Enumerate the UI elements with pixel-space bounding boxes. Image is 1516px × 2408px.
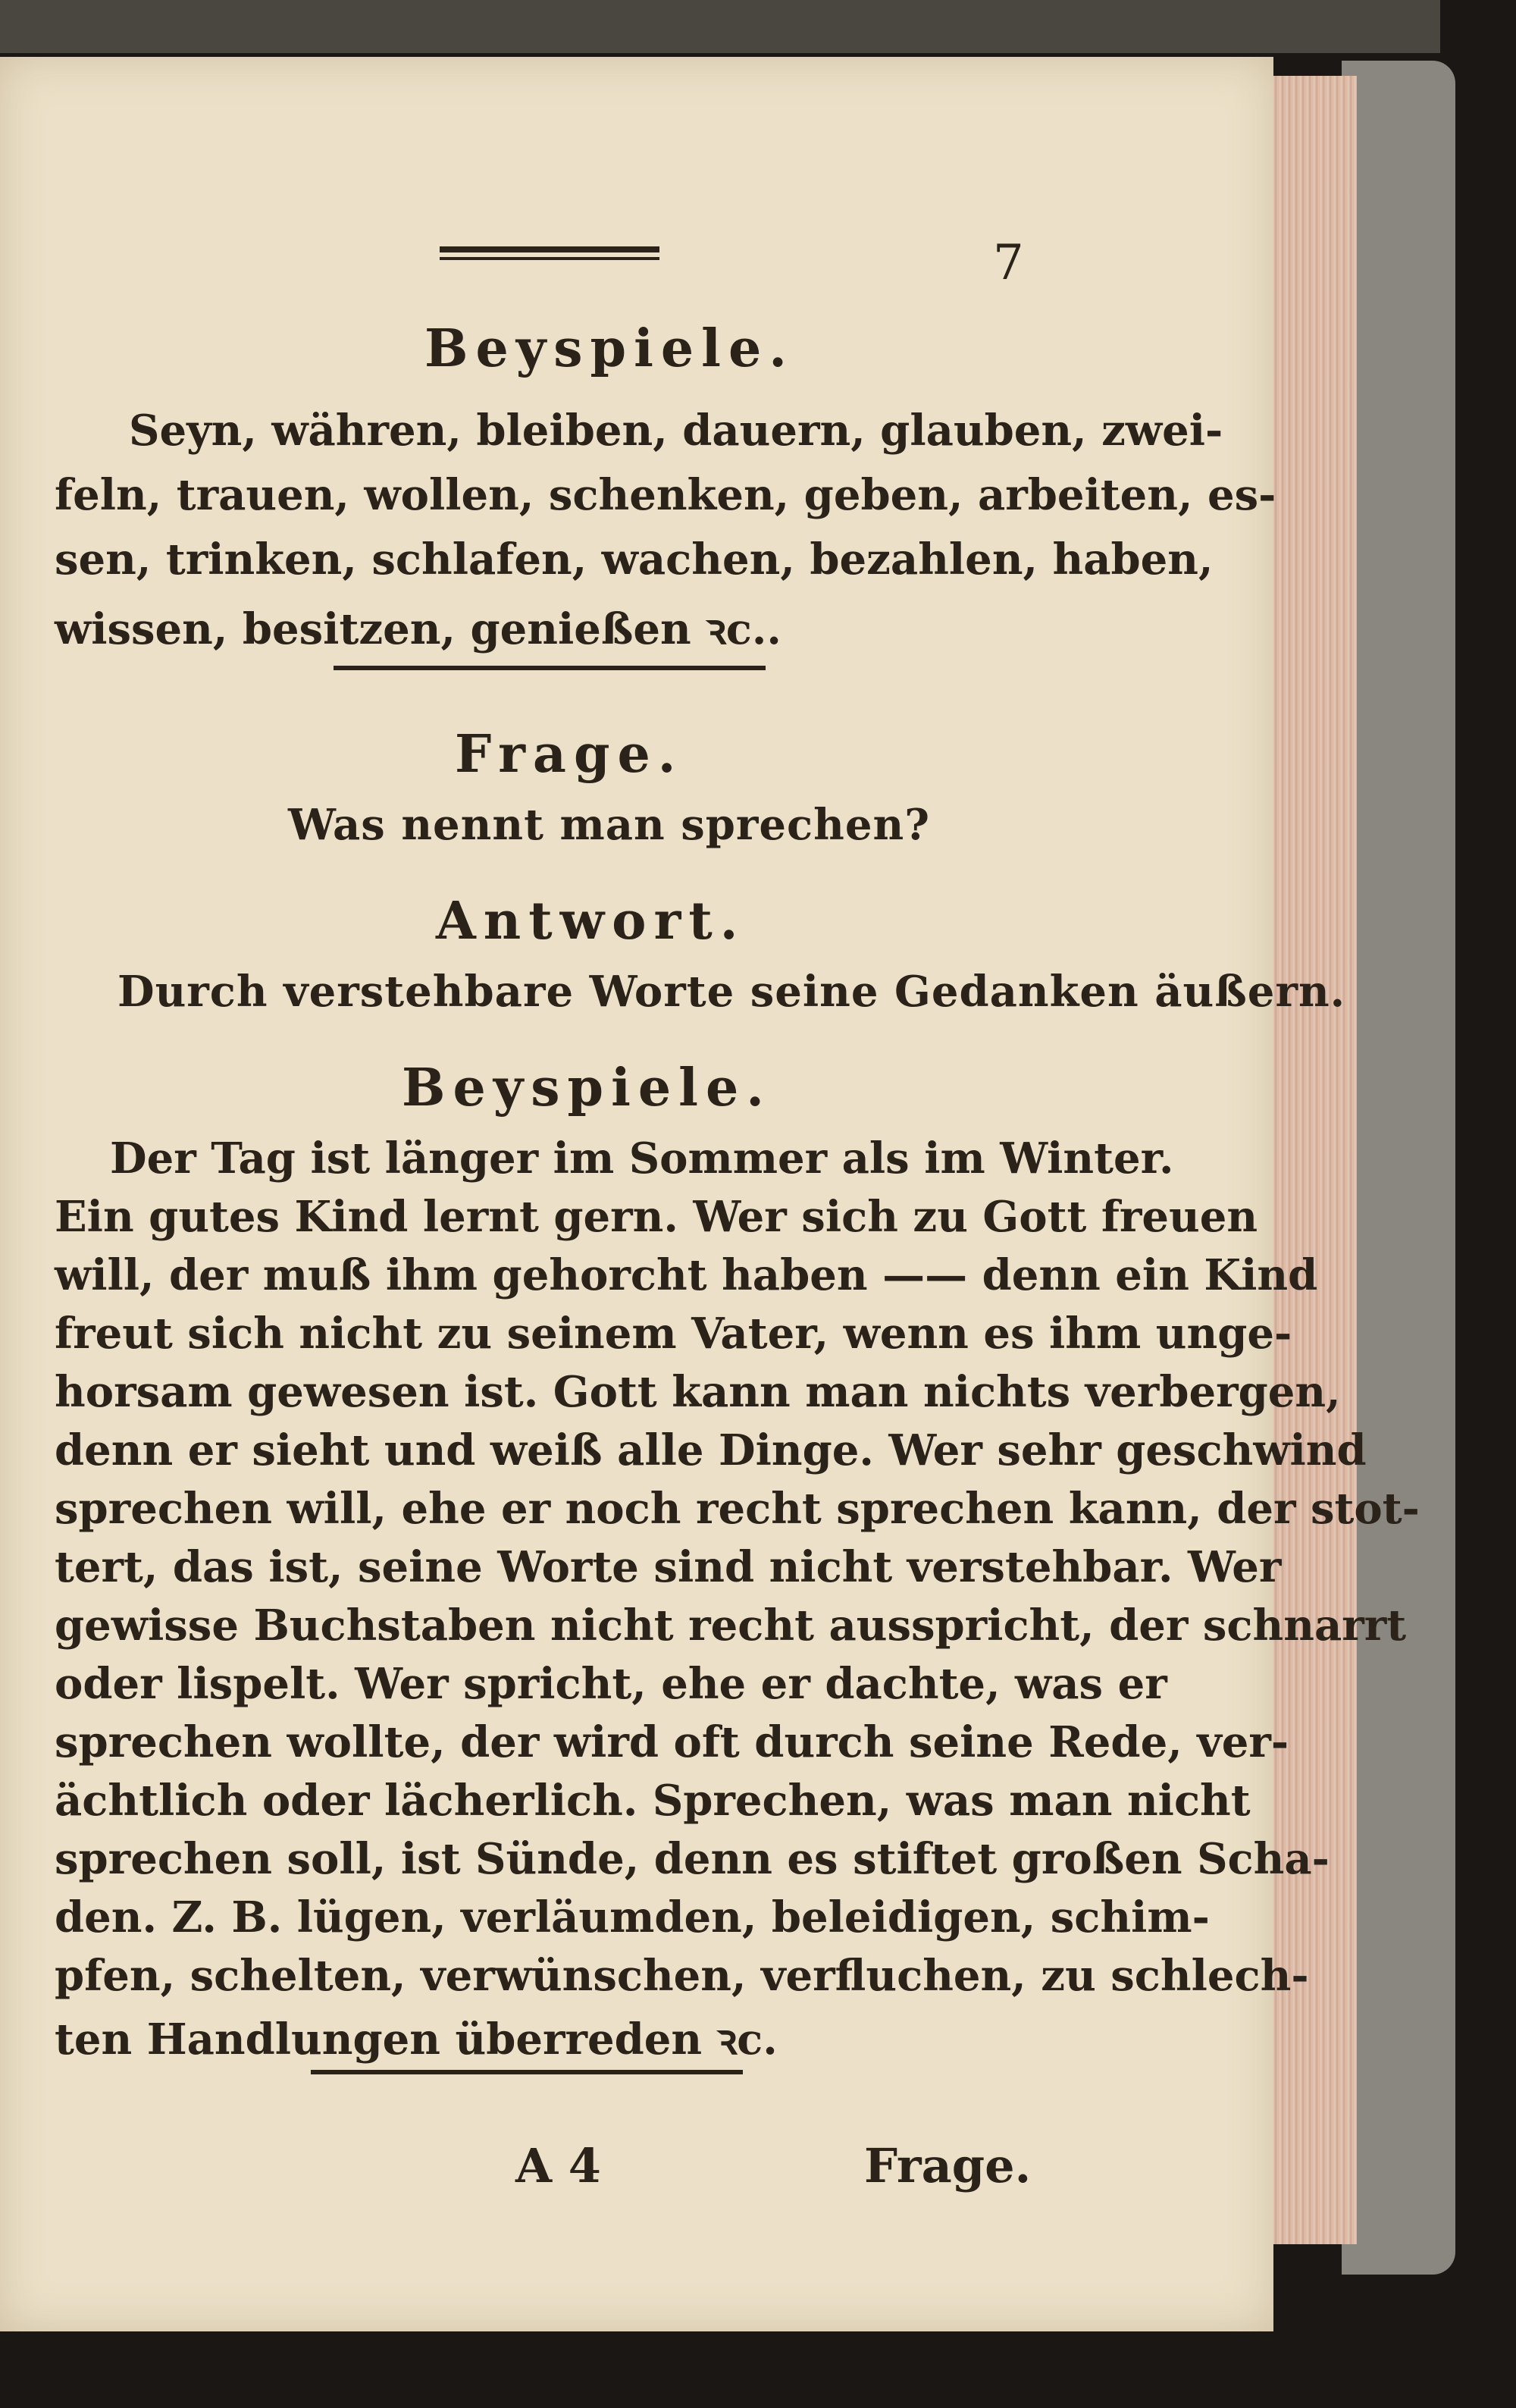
section2-line: gewisse Buchstaben nicht recht ausspricht, der schnarrt [55, 1601, 1407, 1651]
book-cover-right [1342, 61, 1455, 2275]
signature-mark: A 4 [515, 2138, 601, 2193]
answer-heading: Antwort. [436, 891, 746, 952]
section2-line: sprechen wollte, der wird oft durch seine Rede, ver- [55, 1717, 1289, 1767]
question-text: Was nennt man sprechen? [288, 800, 931, 850]
catchword: Frage. [864, 2138, 1032, 2193]
header-rule-top [440, 246, 659, 252]
section2-line: freut sich nicht zu seinem Vater, wenn es ihm unge- [55, 1309, 1292, 1359]
answer-text: Durch verstehbare Worte seine Gedanken äußern. [117, 967, 1346, 1017]
book-cover-top [0, 0, 1440, 53]
section1-line: sen, trinken, schlafen, wachen, bezahlen, haben, [55, 535, 1214, 585]
section2-line: Der Tag ist länger im Sommer als im Winter. [110, 1133, 1174, 1184]
section2-line: den. Z. B. lügen, verläumden, beleidigen, schim- [55, 1892, 1210, 1942]
section2-line: denn er sieht und weiß alle Dinge. Wer sehr geschwind [55, 1425, 1367, 1475]
section2-line: will, der muß ihm gehorcht haben —— denn ein Kind [55, 1250, 1318, 1300]
section2-heading: Beyspiele. [402, 1058, 772, 1118]
section2-line: oder lispelt. Wer spricht, ehe er dachte, was er [55, 1659, 1167, 1709]
section1-line: wissen, besitzen, genießen ꝛc.. [55, 604, 781, 654]
footer-divider [311, 2070, 743, 2074]
page-number: 7 [993, 235, 1024, 291]
section1-line: feln, trauen, wollen, schenken, geben, arbeiten, es- [55, 470, 1276, 520]
section2-line: ächtlich oder lächerlich. Sprechen, was man nicht [55, 1776, 1251, 1826]
section2-line: Ein gutes Kind lernt gern. Wer sich zu Gott freuen [55, 1192, 1258, 1242]
section2-line: pfen, schelten, verwünschen, verfluchen, zu schlech- [55, 1951, 1309, 2001]
section1-line: Seyn, währen, bleiben, dauern, glauben, zwei- [129, 406, 1223, 456]
section2-line: sprechen soll, ist Sünde, denn es stiftet großen Scha- [55, 1834, 1330, 1884]
section1-heading: Beyspiele. [424, 318, 794, 379]
section2-line: tert, das ist, seine Worte sind nicht verstehbar. Wer [55, 1542, 1282, 1592]
section2-line: horsam gewesen ist. Gott kann man nichts verbergen, [55, 1367, 1341, 1417]
section-divider [334, 666, 766, 670]
book-page [0, 57, 1420, 2331]
header-rule-bottom [440, 257, 659, 260]
section2-line: sprechen will, ehe er noch recht sprechen kann, der stot- [55, 1484, 1420, 1534]
section2-line: ten Handlungen überreden ꝛc. [55, 2015, 778, 2065]
question-heading: Frage. [455, 724, 684, 785]
